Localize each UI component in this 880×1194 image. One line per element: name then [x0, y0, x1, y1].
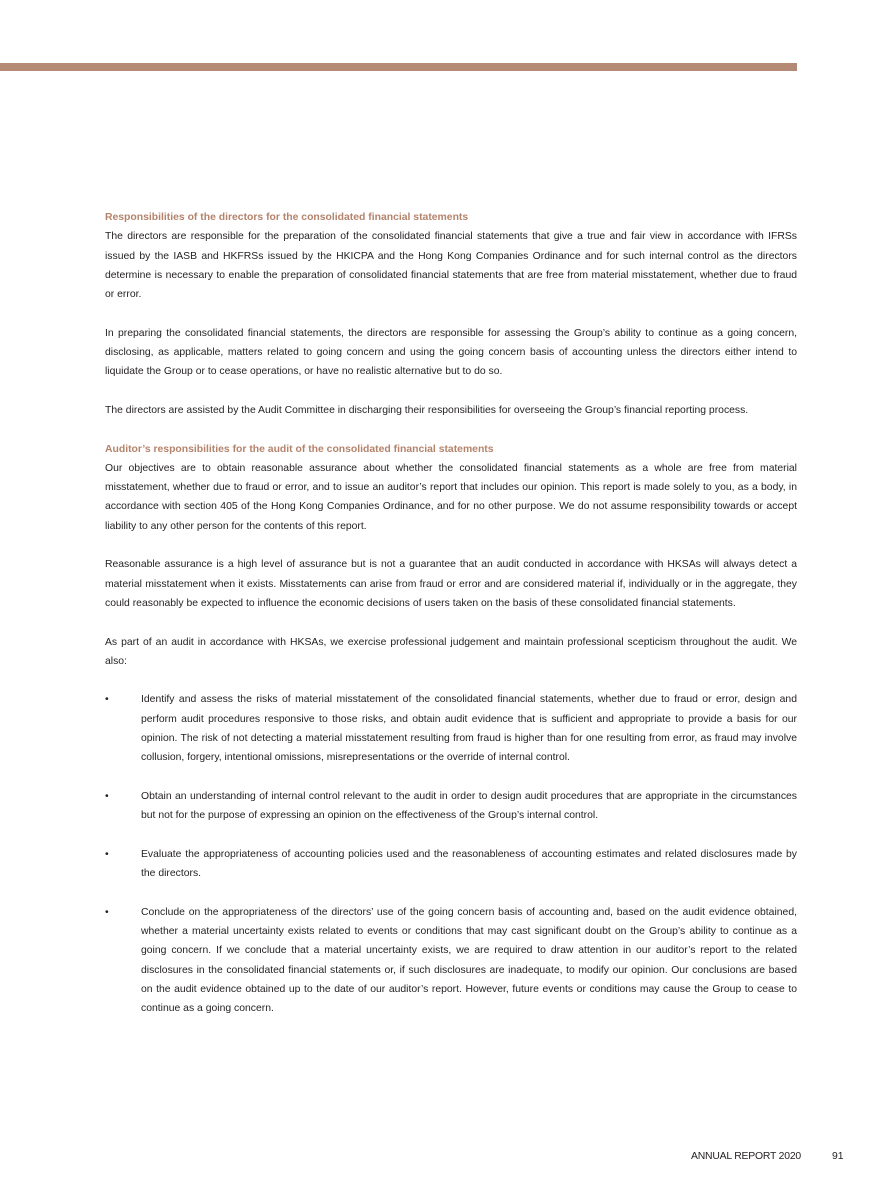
bullet-icon: •	[105, 694, 109, 706]
spacer	[105, 536, 797, 555]
bullet-icon: •	[105, 790, 109, 802]
directors-paragraph-3: The directors are assisted by the Audit Committee in discharging their responsibilities for overseeing the Group’s financial reporting process.	[105, 404, 749, 416]
bullet-item-internal-control	[105, 787, 797, 826]
bullet-icon: •	[105, 848, 109, 860]
bullet-text: Identify and assess the risks of material misstatement of the consolidated financial statements, whether due to fraud or error, design and perform audit procedures responsive to those risks, and obtain audit evidence that is sufficient and appropriate to provide a basis for our opinion. The risk of not detecting a material misstatement resulting from fraud is higher than for one resulting from error, as fraud may involve collusion, forgery, intentional omissions, misrepresentations or the override of internal control.	[141, 694, 797, 764]
footer-report-title: ANNUAL REPORT 2020	[691, 1151, 801, 1162]
spacer	[105, 613, 797, 632]
directors-paragraph-1: The directors are responsible for the preparation of the consolidated financial statements that give a true and fair view in accordance with IFRSs issued by the IASB and HKFRSs issued by the HKICPA and the Hong Kong Companies Ordinance and for such internal control as the directors determine is necessary to enable the preparation of consolidated financial statements that are free from material misstatement, whether due to fraud or error.	[105, 231, 797, 301]
spacer	[105, 826, 797, 845]
bullet-text: Conclude on the appropriateness of the directors’ use of the going concern basis of accounting and, based on the audit evidence obtained, whether a material uncertainty exists related to events or conditions that may cast significant doubt on the Group’s ability to continue as a going concern. If we conclude that a material uncertainty exists, we are required to draw attention in our auditor’s report to the related disclosures in the consolidated financial statements or, if such disclosures are inadequate, to modify our opinion. Our conclusions are based on the audit evidence obtained up to the date of our auditor’s report. However, future events or conditions may cause the Group to cease to continue as a going concern.	[141, 906, 797, 1015]
directors-paragraph-2: In preparing the consolidated financial statements, the directors are responsible for assessing the Group’s ability to continue as a going concern, disclosing, as applicable, matters related to going concern and using the going concern basis of accounting unless the directors either intend to liquidate the Group or to cease operations, or have no realistic alternative but to do so.	[105, 327, 797, 378]
bullet-text: Obtain an understanding of internal control relevant to the audit in order to design audit procedures that are appropriate in the circumstances but not for the purpose of expressing an opinion on the effectiveness of the Group’s internal control.	[141, 790, 797, 822]
auditor-paragraph-3: As part of an audit in accordance with HKSAs, we exercise professional judgement and maintain professional scepticism throughout the audit. We also:	[105, 636, 797, 667]
section-heading-auditor: Auditor’s responsibilities for the audit of the consolidated financial statements	[105, 443, 494, 455]
footer-page-number: 91	[832, 1151, 844, 1162]
spacer	[105, 304, 797, 323]
bullet-icon: •	[105, 906, 109, 918]
spacer	[105, 768, 797, 787]
spacer	[105, 883, 797, 902]
spacer	[105, 420, 797, 439]
spacer	[105, 382, 797, 401]
page-body	[105, 208, 797, 1018]
bullet-item-identify-risks	[105, 690, 797, 767]
top-accent-rule	[0, 63, 797, 71]
section-heading-directors: Responsibilities of the directors for the consolidated financial statements	[105, 212, 469, 223]
auditor-paragraph-1: Our objectives are to obtain reasonable assurance about whether the consolidated financial statements as a whole are free from material misstatement, whether due to fraud or error, and to issue an auditor’s report that includes our opinion. This report is made solely to you, as a body, in accordance with section 405 of the Hong Kong Companies Ordinance, and for no other purpose. We do not assume responsibility towards or accept liability to any other person for the contents of this report.	[105, 462, 797, 532]
auditor-paragraph-2: Reasonable assurance is a high level of assurance but is not a guarantee that an audit conducted in accordance with HKSAs will always detect a material misstatement when it exists. Misstatements can arise from fraud or error and are considered material if, individually or in the aggregate, they could reasonably be expected to influence the economic decisions of users taken on the basis of these consolidated financial statements.	[105, 559, 797, 609]
bullet-item-going-concern	[105, 903, 797, 1019]
spacer	[105, 671, 797, 690]
bullet-item-accounting-policies	[105, 845, 797, 884]
bullet-text: Evaluate the appropriateness of accounting policies used and the reasonableness of accounting estimates and related disclosures made by the directors.	[141, 848, 797, 880]
